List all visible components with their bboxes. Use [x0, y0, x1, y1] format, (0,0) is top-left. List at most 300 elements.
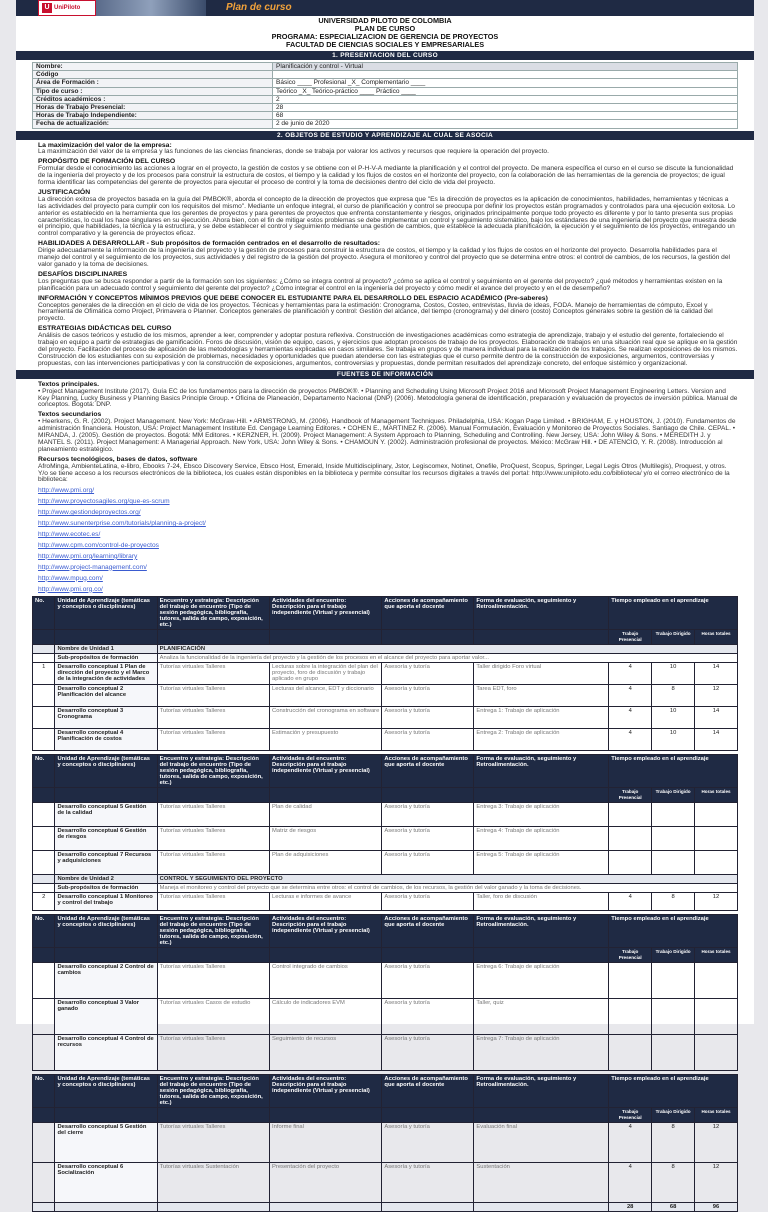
activity: Lecturas e informes de avance: [270, 893, 382, 911]
info-row: [33, 79, 738, 87]
column-header-blank: [382, 948, 474, 963]
teacher-action: Asesoría y tutoría: [382, 1035, 474, 1071]
column-header: Acciones de acompañamiento que aporta el docente: [382, 597, 474, 630]
column-header: Unidad de Aprendizaje (temáticas y conceptos o disciplinares): [55, 597, 157, 630]
evaluation: Entrega 3: Trabajo de aplicación: [474, 803, 609, 827]
info-row: [33, 95, 738, 103]
column-header: Tiempo empleado en el aprendizaje: [609, 755, 738, 788]
activity: Informe final: [270, 1123, 382, 1163]
teacher-action: Asesoría y tutoría: [382, 663, 474, 685]
time-subheader: Horas totales: [695, 948, 738, 963]
hours-cell: [652, 999, 695, 1035]
section-3-title: FUENTES DE INFORMACIÓN: [16, 370, 754, 379]
reference-link[interactable]: http://www.gestiondeproyectos.org/: [38, 509, 141, 517]
reference-link[interactable]: http://www.cpm.com/control-de-proyectos: [38, 541, 159, 549]
column-header-blank: [157, 788, 269, 803]
activity: Estimación y presupuesto: [270, 729, 382, 751]
concept-name: Desarrollo conceptual 4 Control de recursos: [55, 1035, 157, 1071]
encounter-strategy: Tutorías virtuales Talleres: [157, 963, 269, 999]
concept-name: Desarrollo conceptual 6 Socialización: [55, 1163, 157, 1203]
faculty-name: FACULTAD DE CIENCIAS SOCIALES Y EMPRESARIALES: [285, 40, 485, 49]
hours-cell: 8: [652, 685, 695, 707]
hours-cell: 12: [695, 685, 738, 707]
column-header-blank: [55, 948, 157, 963]
unit-number: 2: [33, 893, 55, 911]
hours-cell: 12: [695, 893, 738, 911]
activity: Construcción del cronograma en software: [270, 707, 382, 729]
hours-cell: [609, 827, 652, 851]
hours-cell: 8: [652, 1163, 695, 1203]
document-heading: [16, 17, 754, 49]
hours-cell: 14: [695, 663, 738, 685]
hours-cell: 4: [609, 685, 652, 707]
concept-name: Desarrollo conceptual 1 Plan de dirección del proyecto y el Marco de la integración de actividades: [55, 663, 157, 685]
section-paragraph: • Project Management Institute (2017). Guía EC de los fundamentos para la dirección de proyectos PMBOK®. • Planning and Scheduling Using Microsoft Project 2016 and Microsoft Project Management Engineering Letters. Version and Key Planning, Lucky Business y Planning Basics Principle Group. • Oficina de Planeación, Departamento Nacional (DNP) (2006). Metodología general de identificación, preparación y evaluación de proyectos de inversión pública. Manual de conceptos. Bogotá: DNP.: [38, 387, 738, 409]
section-paragraph: La dirección exitosa de proyectos basada en la guía del PMBOK®, aborda el concepto de la dirección de proyectos que expresa que "Es la dirección de proyectos es la aplicación de conocimientos, habilidades, herramientas y técnicas a las actividades del proyecto para cumplir con los requisitos del mismo". Mediante un enfoque integral, el curso de planificación y control se preocupa por definir los proyectos están programados y controlados para una ejecución exitosa. Lo anterior es establecido en la herramienta que los gerentes de proyectos y para gerentes de proyectos que enfrenta constantemente y riesgos, originados principalmente porque todo proyecto es diferente y por lo tanto presenta sus propias características, lo cual los hace singulares en su ejecución. Ahora bien, con el fin de mitigar estos problemas se debe implementar un control y seguimiento sistemático, bajo los estándares de una ingeniería del proyecto que muestra desde el principio, que habilidades, la técnica y la estructura, y se debe establecer el control y seguimiento mediante una gestión de cambios, que establece la adecuada planificación, la ejecución y el seguimiento de los proyectos, entregando un control comparativo y la gerencia de proyectos eficaz.: [38, 195, 737, 238]
info-value: 2 de junio de 2020: [273, 120, 738, 128]
cell-blank: [157, 1203, 269, 1212]
reference-link[interactable]: http://www.pmi.org/learning/library: [38, 552, 138, 560]
subpurpose-text: Analiza la funcionalidad de la ingeniería del proyecto y la gestión de los procesos en el alcance del proyecto para aportar valor...: [157, 654, 737, 663]
section-heading: JUSTIFICACIÓN: [38, 188, 91, 196]
column-header: Encuentro y estrategia: Descripción del trabajo de encuentro (Tipo de sesión pedagógica, bibliografía, tutores, salida de campo, exposición, etc.): [157, 597, 269, 630]
column-header: Actividades del encuentro: Descripción para el trabajo independiente (Virtual y presencial): [270, 597, 382, 630]
info-row: [33, 71, 738, 79]
concept-name: Desarrollo conceptual 2 Planificación del alcance: [55, 685, 157, 707]
info-row: [33, 87, 738, 95]
cell-blank: [33, 654, 55, 663]
unit-name-row: [33, 645, 738, 654]
hours-cell: 4: [609, 1163, 652, 1203]
program-name: PROGRAMA: ESPECIALIZACION DE GERENCIA DE PROYECTOS: [271, 32, 499, 41]
encounter-strategy: Tutorías virtuales Casos de estudio: [157, 999, 269, 1035]
column-header-blank: [382, 630, 474, 645]
unit-table-header: [33, 597, 738, 630]
unit-label: Nombre de Unidad 1: [55, 645, 157, 654]
encounter-strategy: Tutorías virtuales Talleres: [157, 803, 269, 827]
activity: Seguimiento de recursos: [270, 1035, 382, 1071]
subpurpose-text: Maneja el monitoreo y control del proyecto que se determina entre otros: el control de cambios, de los recursos, la gestión del valor ganado y la toma de decisiones.: [157, 884, 737, 893]
concept-name: Desarrollo conceptual 5 Gestión del cierre: [55, 1123, 157, 1163]
info-key: Tipo de curso :: [33, 87, 273, 95]
encounter-strategy: Tutorías virtuales Talleres: [157, 893, 269, 911]
activity: Matriz de riesgos: [270, 827, 382, 851]
section-3-body: [16, 382, 754, 594]
reference-link[interactable]: http://www.sunenterprise.com/tutorials/planning-a-project/: [38, 520, 206, 528]
unit-number: [33, 685, 55, 707]
teacher-action: Asesoría y tutoría: [382, 729, 474, 751]
column-header-blank: [270, 788, 382, 803]
hours-cell: [609, 963, 652, 999]
hours-cell: [695, 1035, 738, 1071]
evaluation: Entrega 1: Trabajo de aplicación: [474, 707, 609, 729]
hours-cell: 8: [652, 893, 695, 911]
unit-table-subheader: [33, 788, 738, 803]
section-heading: La maximización del valor de la empresa:: [38, 141, 172, 149]
encounter-strategy: Tutorías virtuales Talleres: [157, 851, 269, 875]
info-key: Créditos académicos :: [33, 95, 273, 103]
unit-table-subheader: [33, 1108, 738, 1123]
hours-cell: [695, 827, 738, 851]
evaluation: Tarea EDT, foro: [474, 685, 609, 707]
hours-cell: [695, 803, 738, 827]
hours-cell: [609, 999, 652, 1035]
hours-cell: 8: [652, 1123, 695, 1163]
activity: Control integrado de cambios: [270, 963, 382, 999]
activity: Plan de calidad: [270, 803, 382, 827]
unit-number: [33, 827, 55, 851]
evaluation: Taller, quiz: [474, 999, 609, 1035]
doc-title: PLAN DE CURSO: [354, 24, 416, 33]
info-value: Teórico _X_ Teórico-práctico ____ Práctico ____: [273, 87, 738, 95]
unit-row: [33, 999, 738, 1035]
info-value: 68: [273, 112, 738, 120]
info-row: [33, 103, 738, 111]
section-heading: DESAFÍOS DISCIPLINARES: [38, 270, 128, 278]
column-header: Forma de evaluación, seguimiento y Retroalimentación.: [474, 1075, 609, 1108]
section-1-title: 1. PRESENTACION DEL CURSO: [16, 51, 754, 60]
unit-table-header: [33, 755, 738, 788]
unit-number: [33, 1163, 55, 1203]
teacher-action: Asesoría y tutoría: [382, 707, 474, 729]
time-subheader: Horas totales: [695, 630, 738, 645]
unit-table-subheader: [33, 948, 738, 963]
unit-row: [33, 1123, 738, 1163]
unit-row: [33, 729, 738, 751]
hours-cell: 12: [695, 1163, 738, 1203]
unit-2-table: [32, 914, 738, 1071]
column-header: Encuentro y estrategia: Descripción del trabajo de encuentro (Tipo de sesión pedagógica, bibliografía, tutores, salida de campo, exposición, etc.): [157, 755, 269, 788]
section-heading: Textos secundarios: [38, 411, 102, 419]
activity: Lecturas sobre la integración del plan del proyecto, foro de discusión y trabajo aplicado en grupo: [270, 663, 382, 685]
subpurpose-row: [33, 654, 738, 663]
banner-title: Plan de curso: [226, 2, 292, 13]
unit-row: [33, 1035, 738, 1071]
evaluation: Entrega 7: Trabajo de aplicación: [474, 1035, 609, 1071]
hours-cell: [609, 803, 652, 827]
unit-table-header: [33, 915, 738, 948]
section-paragraph: Conceptos generales de la dirección en el ciclo de vida de los proyectos. Técnicas y herramientas para la estimación: Cronograma, Costos, Costeo, entrevistas, lluvia de ideas, FODA. Manejo de herramientas de cómputo, Excel y herramienta de Ofimática como Project, Primavera o Planner. Conceptos generales de planificación y control: Gestión del alcance, del tiempo (cronograma) y del dinero (costo) Conceptos generales sobre la gestión de la calidad del proyecto.: [38, 301, 713, 323]
time-subheader: Trabajo Presencial: [609, 788, 652, 803]
section-2-title: 2. OBJETOS DE ESTUDIO Y APRENDIZAJE AL CUAL SE ASOCIA: [16, 131, 754, 140]
teacher-action: Asesoría y tutoría: [382, 999, 474, 1035]
hours-cell: [695, 851, 738, 875]
totals-row: [33, 1203, 738, 1212]
info-row: [33, 63, 738, 71]
column-header: Tiempo empleado en el aprendizaje: [609, 915, 738, 948]
info-value: Planificación y control - Virtual: [273, 63, 738, 71]
column-header-blank: [382, 788, 474, 803]
info-value: 2: [273, 95, 738, 103]
column-header: Forma de evaluación, seguimiento y Retroalimentación.: [474, 597, 609, 630]
section-paragraph: AfroMinga, AmbienteLatina, e-libro, Ebooks 7-24, Ebsco Discovery Service, Ebsco Host, Emerald, Inside Multidisciplinary, Jstor, Legiscomex, Notinet, Onefile, ProQuest, Scopus, Springer, Legal Legis Otros (Multilegis), Proquest, y otros. Y/o se tiene acceso a los recursos electrónicos de la biblioteca, los cuales están disponibles en la biblioteca y permite consultar los recursos digitales a través del portal: http://www.unipiloto.edu.co/biblioteca/ y/o el correo electrónico de la biblioteca:: [38, 462, 730, 484]
unit-number: [33, 729, 55, 751]
unit-number: 1: [33, 663, 55, 685]
teacher-action: Asesoría y tutoría: [382, 851, 474, 875]
section-2-body: [16, 143, 754, 368]
total-hours: 28: [609, 1203, 652, 1212]
hours-cell: 14: [695, 729, 738, 751]
cell-blank: [33, 645, 55, 654]
column-header-blank: [55, 1108, 157, 1123]
hours-cell: 14: [695, 707, 738, 729]
logo-mark-icon: U: [42, 3, 52, 13]
info-key: Nombre:: [33, 63, 273, 71]
time-subheader: Trabajo Dirigido: [652, 948, 695, 963]
time-subheader: Trabajo Dirigido: [652, 1108, 695, 1123]
course-info-table: [32, 62, 738, 129]
hours-cell: 10: [652, 729, 695, 751]
units-container: [16, 596, 754, 1212]
column-header-blank: [270, 1108, 382, 1123]
section-heading: PROPÓSITO DE FORMACIÓN DEL CURSO: [38, 158, 176, 166]
time-subheader: Trabajo Dirigido: [652, 630, 695, 645]
university-name: UNIVERSIDAD PILOTO DE COLOMBIA: [318, 16, 452, 25]
concept-name: Desarrollo conceptual 3 Cronograma: [55, 707, 157, 729]
hours-cell: 10: [652, 707, 695, 729]
reference-link[interactable]: http://www.ecotec.es/: [38, 531, 101, 538]
section-paragraph: Análisis de casos teóricos y estudio de los mismos, aprender a leer, comprender y adoptar postura reflexiva. Construcción de investigaciones académicas como estrategia de aprendizaje, trabajo y el estudio del gerente, fortaleciendo el trabajo en equipo a partir de estrategias de gamificación. Foros de discusión, visión de equipo, casos, y ejercicios que adoptan procesos de trabajo de los proyectos. Elaboración de trabajos en una situación real que se aplique en la gestión del proyecto. Facilitación del proceso de aplicación de las metodologías y herramientas explicadas en casos similares. Se trabaja en grupos y de manera individual para la realización de los trabajos. Se realizan exposiciones de los mismos. Construcción de los estudiantes con su exposición de problemas, necesidades y oportunidades que puedan atenderse con las estrategias que el curso permite dentro de la construcción de exposiciones, argumentos, controversias y propuestas, con las intervenciones participativas y con la construcción de exposiciones, argumentos, controversias y propuestas, donde permitan resultados del aprendizaje concreto, del enfoque sistémico y organizacional.: [38, 332, 738, 367]
column-header: Actividades del encuentro: Descripción para el trabajo independiente (Virtual y presencial): [270, 1075, 382, 1108]
encounter-strategy: Tutorías virtuales Talleres: [157, 1123, 269, 1163]
activity: Cálculo de indicadores EVM: [270, 999, 382, 1035]
concept-name: Desarrollo conceptual 2 Control de cambios: [55, 963, 157, 999]
unit-row: [33, 707, 738, 729]
column-header-blank: [55, 630, 157, 645]
subpurpose-row: [33, 884, 738, 893]
section-paragraph: Formular desde el conocimiento las acciones a lograr en el proyecto, la gestión de costos y se obtiene con el P-H-V-A mediante la planificación y el control del proyecto. De manera específica el curso en el curso se discute la funcionalidad de la ingeniería del proyecto y de los procesos para construir la estructura de costos, el tiempo y la calidad y los flujos de costos en el horizonte del proyecto, con la colaboración de las herramientas de la gerencia de proyectos; de igual forma identificar las competencias del gerente de proyectos para ejecutar el proceso de control y la toma de decisiones dentro del ciclo de vida del proyecto.: [38, 165, 734, 187]
evaluation: Entrega 4: Trabajo de aplicación: [474, 827, 609, 851]
encounter-strategy: Tutorías virtuales Talleres: [157, 707, 269, 729]
concept-name: Desarrollo conceptual 1 Monitoreo y control del trabajo: [55, 893, 157, 911]
info-key: Fecha de actualización:: [33, 120, 273, 128]
unit-row: [33, 1163, 738, 1203]
evaluation: Taller, foro de discusión: [474, 893, 609, 911]
section-paragraph: Los preguntas que se busca responder a partir de la formación son los siguientes: ¿Cómo se integra control al proyecto? ¿cómo se aplica el control y seguimiento en el gerente del proyecto? ¿qué métodos y herramientas existen en la planificación para un adecuado control y seguimiento del gerente del proyecto? ¿Cómo integrar el control en la ingeniería del proyecto y cómo medir el avance del proyecto y en el de desempeño?: [38, 277, 723, 292]
unit-number: [33, 851, 55, 875]
hours-cell: 4: [609, 663, 652, 685]
course-plan-page: [16, 0, 754, 1211]
time-subheader: Horas totales: [695, 1108, 738, 1123]
teacher-action: Asesoría y tutoría: [382, 893, 474, 911]
concept-name: Desarrollo conceptual 5 Gestión de la calidad: [55, 803, 157, 827]
teacher-action: Asesoría y tutoría: [382, 963, 474, 999]
unit-name-row: [33, 875, 738, 884]
info-row: [33, 112, 738, 120]
university-logo: [38, 0, 96, 16]
hours-cell: [695, 963, 738, 999]
evaluation: Entrega 6: Trabajo de aplicación: [474, 963, 609, 999]
column-header-blank: [157, 1108, 269, 1123]
teacher-action: Asesoría y tutoría: [382, 803, 474, 827]
info-key: Horas de Trabajo Presencial:: [33, 103, 273, 111]
column-header: Acciones de acompañamiento que aporta el docente: [382, 915, 474, 948]
encounter-strategy: Tutorías virtuales Talleres: [157, 685, 269, 707]
total-hours: 68: [652, 1203, 695, 1212]
column-header-blank: [33, 1108, 55, 1123]
encounter-strategy: Tutorías virtuales Talleres: [157, 729, 269, 751]
cell-blank: [33, 1203, 55, 1212]
concept-name: Desarrollo conceptual 7 Recursos y adquisiciones: [55, 851, 157, 875]
cell-blank: [33, 884, 55, 893]
unit-1-table: [32, 596, 738, 751]
concept-name: Desarrollo conceptual 4 Planificación de costos: [55, 729, 157, 751]
time-subheader: Trabajo Dirigido: [652, 788, 695, 803]
section-paragraph: Dirige adecuadamente la información de la ingeniería del proyecto y la gestión de procesos para construir la estructura de costos, el tiempo y la calidad y los flujos de costos en el horizonte del proyecto. Desarrolla habilidades para el manejo del control y el seguimiento de los proyectos, sus actividades y del registro de la gestión del proyecto. Asegura el monitoreo y control del proyecto que se determina entre otros: el control de cambios, de los recursos, la gestión del valor ganado y la toma de decisiones.: [38, 247, 730, 268]
column-header: Tiempo empleado en el aprendizaje: [609, 597, 738, 630]
hours-cell: 4: [609, 729, 652, 751]
concept-name: Desarrollo conceptual 6 Gestión de riesgos: [55, 827, 157, 851]
column-header-blank: [270, 630, 382, 645]
subpurpose-label: Sub-propósitos de formación: [55, 884, 157, 893]
hours-cell: [652, 827, 695, 851]
info-key: Horas de Trabajo Independiente:: [33, 112, 273, 120]
info-value: Básico ____ Profesional _X_ Complementario ____: [273, 79, 738, 87]
cell-blank: [382, 1203, 474, 1212]
hours-cell: [609, 851, 652, 875]
unit-row: [33, 893, 738, 911]
column-header-blank: [382, 1108, 474, 1123]
column-header: No.: [33, 1075, 55, 1108]
column-header: Unidad de Aprendizaje (temáticas y conceptos o disciplinares): [55, 915, 157, 948]
hours-cell: [652, 963, 695, 999]
column-header: Acciones de acompañamiento que aporta el docente: [382, 1075, 474, 1108]
section-paragraph: • Heerkens, G. R. (2002). Project Management. New York: McGraw-Hill. • ARMSTRONG, M. (2006). Handbook of Management Techniques. Philadelphia, USA: Kogan Page Limited. • BRIGHAM, E. y HOUSTON, J. (2010). Fundamentos de administración financiera. Houston, USA: Project Management Institute Ed. Cengage Learning Editores. • COHEN E., MARTINEZ R. (2006). Manual Formulación, Evaluación y Monitoreo de Proyectos Sociales. Santiago de Chile. CEPAL. • MIRANDA, J. (2005). Gestión de proyectos. Bogotá: MM Editores. • KERZNER, H. (2009). Project Management: A System Approach to Planning, Scheduling and Controlling. New Jersey, USA: John Wiley & Sons. • MEREDITH J. y MANTEL S. (2011). Project Management: A Managerial Approach. New York, USA: John Wiley & Sons. • CHAMOUN Y. (2002). Administración profesional de proyectos. México: McGraw Hill. • DE ATENCIO, Y. R. (2008). Introducción al planeamiento estratégico.: [38, 418, 736, 453]
unit-number: [33, 707, 55, 729]
hours-cell: [695, 999, 738, 1035]
info-value: 28: [273, 103, 738, 111]
unit-number: [33, 999, 55, 1035]
column-header-blank: [474, 788, 609, 803]
evaluation: Entrega 2: Trabajo de aplicación: [474, 729, 609, 751]
activity: Plan de adquisiciones: [270, 851, 382, 875]
header-banner: [16, 0, 754, 16]
info-row: [33, 120, 738, 128]
unit-row: [33, 851, 738, 875]
column-header-blank: [270, 948, 382, 963]
unit-row: [33, 827, 738, 851]
hours-cell: 4: [609, 893, 652, 911]
column-header: No.: [33, 915, 55, 948]
time-subheader: Trabajo Presencial: [609, 948, 652, 963]
hours-cell: 10: [652, 663, 695, 685]
reference-link[interactable]: http://www.proyectosagiles.org/que-es-scrum: [38, 498, 170, 506]
teacher-action: Asesoría y tutoría: [382, 685, 474, 707]
teacher-action: Asesoría y tutoría: [382, 1163, 474, 1203]
unit-row: [33, 963, 738, 999]
reference-link[interactable]: http://www.mpug.com/: [38, 574, 103, 582]
hours-cell: 12: [695, 1123, 738, 1163]
info-key: Código: [33, 71, 273, 79]
column-header: Forma de evaluación, seguimiento y Retroalimentación.: [474, 755, 609, 788]
teacher-action: Asesoría y tutoría: [382, 1123, 474, 1163]
unit-label: Nombre de Unidad 2: [55, 875, 157, 884]
reference-link[interactable]: http://www.pmi.org/: [38, 487, 95, 495]
encounter-strategy: Tutorías virtuales Sustentación: [157, 1163, 269, 1203]
activity: Presentación del proyecto: [270, 1163, 382, 1203]
unit-row: [33, 663, 738, 685]
unit-number: [33, 1123, 55, 1163]
column-header: Encuentro y estrategia: Descripción del trabajo de encuentro (Tipo de sesión pedagógica, bibliografía, tutores, salida de campo, exposición, etc.): [157, 915, 269, 948]
column-header: Acciones de acompañamiento que aporta el docente: [382, 755, 474, 788]
evaluation: Sustentación: [474, 1163, 609, 1203]
hours-cell: [652, 803, 695, 827]
column-header: No.: [33, 597, 55, 630]
section-paragraph: La maximización del valor de la empresa y las funciones de las ciencias financieras, donde se trabaja por valorar los activos y recursos que requiere la operación del proyecto.: [38, 148, 549, 156]
cell-blank: [474, 1203, 609, 1212]
column-header: Actividades del encuentro: Descripción para el trabajo independiente (Virtual y presencial): [270, 755, 382, 788]
reference-link[interactable]: http://www.pmi.org.co/: [38, 585, 103, 593]
reference-link[interactable]: http://www.project-management.com/: [38, 563, 147, 571]
column-header: Unidad de Aprendizaje (temáticas y conceptos o disciplinares): [55, 1075, 157, 1108]
cell-blank: [33, 875, 55, 884]
unit-2-table-final: [32, 1074, 738, 1212]
unit-title: CONTROL Y SEGUIMIENTO DEL PROYECTO: [157, 875, 737, 884]
cell-blank: [55, 1203, 157, 1212]
encounter-strategy: Tutorías virtuales Talleres: [157, 1035, 269, 1071]
column-header-blank: [157, 948, 269, 963]
column-header-blank: [55, 788, 157, 803]
column-header: Forma de evaluación, seguimiento y Retroalimentación.: [474, 915, 609, 948]
hours-cell: [609, 1035, 652, 1071]
column-header: Actividades del encuentro: Descripción para el trabajo independiente (Virtual y presencial): [270, 915, 382, 948]
time-subheader: Horas totales: [695, 788, 738, 803]
hours-cell: [652, 851, 695, 875]
column-header: Encuentro y estrategia: Descripción del trabajo de encuentro (Tipo de sesión pedagógica, bibliografía, tutores, salida de campo, exposición, etc.): [157, 1075, 269, 1108]
banner-photo: [96, 0, 206, 16]
column-header-blank: [157, 630, 269, 645]
logo-text: UniPiloto: [54, 5, 81, 11]
info-key: Área de Formación :: [33, 79, 273, 87]
unit-number: [33, 803, 55, 827]
unit-title: PLANIFICACIÓN: [157, 645, 737, 654]
section-heading: INFORMACIÓN Y CONCEPTOS MÍNIMOS PREVIOS QUE DEBE CONOCER EL ESTUDIANTE PARA EL DESARROLLO DEL ESPACIO ACADÉMICO (Pre-saberes): [38, 294, 548, 302]
evaluation: Taller dirigido Foro virtual: [474, 663, 609, 685]
column-header-blank: [33, 630, 55, 645]
hours-cell: 4: [609, 707, 652, 729]
encounter-strategy: Tutorías virtuales Talleres: [157, 663, 269, 685]
column-header-blank: [33, 788, 55, 803]
encounter-strategy: Tutorías virtuales Talleres: [157, 827, 269, 851]
hours-cell: 4: [609, 1123, 652, 1163]
concept-name: Desarrollo conceptual 3 Valor ganado: [55, 999, 157, 1035]
section-heading: HABILIDADES A DESARROLLAR - Sub propósitos de formación centrados en el desarrollo de resultados:: [38, 240, 381, 248]
teacher-action: Asesoría y tutoría: [382, 827, 474, 851]
section-heading: Textos principales.: [38, 380, 100, 388]
column-header-blank: [33, 948, 55, 963]
unit-number: [33, 963, 55, 999]
unit-row: [33, 803, 738, 827]
subpurpose-label: Sub-propósitos de formación: [55, 654, 157, 663]
time-subheader: Trabajo Presencial: [609, 630, 652, 645]
unit-table-subheader: [33, 630, 738, 645]
column-header: Unidad de Aprendizaje (temáticas y conceptos o disciplinares): [55, 755, 157, 788]
info-value: [273, 71, 738, 79]
column-header: Tiempo empleado en el aprendizaje: [609, 1075, 738, 1108]
section-heading: Recursos tecnológicos, bases de datos, software: [38, 455, 198, 463]
time-subheader: Trabajo Presencial: [609, 1108, 652, 1123]
activity: Lecturas del alcance, EDT y diccionario: [270, 685, 382, 707]
unit-row: [33, 685, 738, 707]
total-hours: 96: [695, 1203, 738, 1212]
column-header-blank: [474, 948, 609, 963]
unit-table-header: [33, 1075, 738, 1108]
evaluation: Evaluación final: [474, 1123, 609, 1163]
column-header-blank: [474, 1108, 609, 1123]
cell-blank: [270, 1203, 382, 1212]
section-heading: ESTRATEGIAS DIDÁCTICAS DEL CURSO: [38, 325, 172, 333]
unit-number: [33, 1035, 55, 1071]
